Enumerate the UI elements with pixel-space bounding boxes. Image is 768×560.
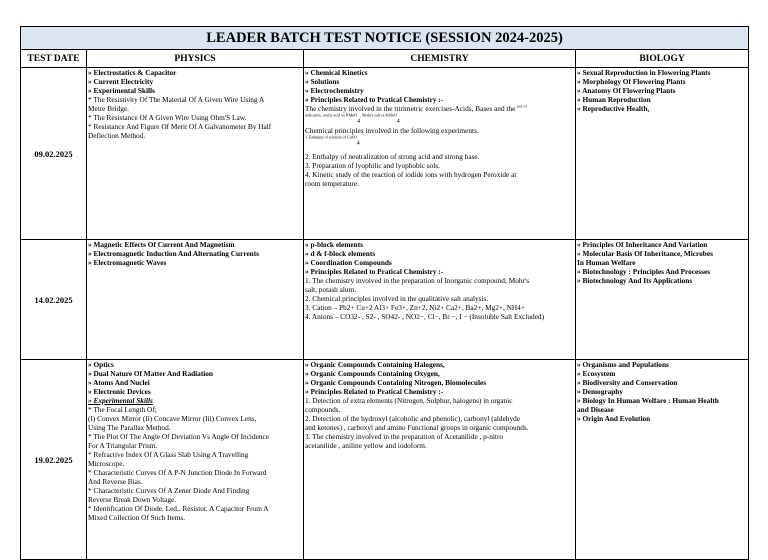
experiment xyxy=(305,135,574,148)
topic: » Electromagnetic Waves xyxy=(88,258,167,267)
topic: » Molecular Basis Of Inheritance, Microbes xyxy=(577,249,713,258)
topic: » Electrochemistry xyxy=(305,86,364,95)
topic: » Principles Related to Pratical Chemistry :- xyxy=(305,267,444,276)
physics-syllabus xyxy=(87,68,304,240)
experiment: Deflection Method. xyxy=(88,131,146,140)
topic: » p-block elements xyxy=(305,240,363,249)
test-date: 19.02.2025 xyxy=(21,360,87,560)
experiment xyxy=(305,113,574,126)
topic: » Magnetic Effects Of Current And Magnetism xyxy=(88,240,235,249)
test-notice-sheet xyxy=(20,26,748,560)
experiment-small-text: , Mohr's salt vs KMnO xyxy=(360,112,397,118)
topic: » Electronic Devices xyxy=(88,387,151,396)
topic: » Dual Nature Of Matter And Radiation xyxy=(88,369,213,378)
experiment: * Characteristic Curves Of A P-N Junction Diode In Forward xyxy=(88,468,267,477)
topic: » Biotechnology : Principles And Processes xyxy=(577,267,711,276)
experiment-small-text: use of xyxy=(517,103,527,109)
chemistry-syllabus xyxy=(304,68,576,240)
experiment: * The Plot Of The Angle Of Deviation Vs Angle Of Incidence xyxy=(88,432,269,441)
experiment: * Characteristic Curves Of A Zener Diode And Finding xyxy=(88,486,250,495)
topic: » Organic Compounds Containing Nitrogen, Biomolecules xyxy=(305,378,487,387)
topic: » Atoms And Nuclei xyxy=(88,378,150,387)
experimental-skills-label: » Experimental Skills xyxy=(88,396,153,405)
topic: » Optics xyxy=(88,360,114,369)
physics-syllabus xyxy=(87,240,304,360)
topic: » Experimental Skills xyxy=(88,86,155,95)
subscript: 4 xyxy=(356,140,360,147)
header-chemistry: CHEMISTRY xyxy=(304,50,576,68)
experiment: Reverse Break Down Voltage. xyxy=(88,495,177,504)
experiment: 1. The chemistry involved in the preparation of Inorganic compound; Mohr's xyxy=(305,276,530,285)
experiment: Metre Bridge. xyxy=(88,104,129,113)
experiment: salt, potash alum. xyxy=(305,285,357,294)
experiment: 3. Cation – Pb2+ Cu+2 Al3+ Fe3+, Zn+2, Ni2+ Ca2+, Ba2+, Mg2+, NH4+ xyxy=(305,303,525,312)
topic: » Reproductive Health, xyxy=(577,104,650,113)
topic: » Human Reproduction xyxy=(577,95,651,104)
topic: » Coordination Compounds xyxy=(305,258,392,267)
header-test-date: TEST DATE xyxy=(21,50,87,68)
topic: » Biology In Human Welfare : Human Health xyxy=(577,396,719,405)
header-row xyxy=(21,50,749,68)
topic: » Electromagnetic Induction And Alternating Currents xyxy=(88,249,260,258)
chemistry-syllabus xyxy=(304,240,576,360)
topic: » Ecosystem xyxy=(577,369,616,378)
topic: » Chemical Kinetics xyxy=(305,68,368,77)
topic: » Biodiversity and Conservation xyxy=(577,378,678,387)
experiment: 2. Enthalpy of neutralization of strong acid and strong base. xyxy=(305,151,480,161)
test-schedule-table xyxy=(20,26,749,560)
topic: » Anatomy Of Flowering Plants xyxy=(577,86,676,95)
experiment: For A Triangular Prism. xyxy=(88,441,158,450)
topic: » Organisms and Populations xyxy=(577,360,669,369)
experiment: 2. Chemical principles involved in the qualitative salt analysis. xyxy=(305,294,489,303)
experiment: 3. The chemistry involved in the preparation of Acetanilide , p-nitro xyxy=(305,432,504,441)
experiment: And Reverse Bias. xyxy=(88,477,143,486)
experiment: Chemical principles involved in the following experiments. xyxy=(305,126,479,136)
topic: » Demography xyxy=(577,387,624,396)
experiment: * The Focal Length Of; xyxy=(88,405,157,414)
topic: and Disease xyxy=(577,405,614,414)
notice-title: LEADER BATCH TEST NOTICE (SESSION 2024-2025) xyxy=(21,27,749,50)
experiment: * Refractive Index Of A Glass Slab Using A Travelling xyxy=(88,450,249,459)
topic: » Solutions xyxy=(305,77,340,86)
experiment: * Resistance And Figure Of Merit Of A Galvanometer By Half xyxy=(88,122,272,131)
topic: » Biotechnology And Its Applications xyxy=(577,276,693,285)
experiment: * The Resistance Of A Given Wire Using Ohm'S Law. xyxy=(88,113,247,122)
topic: » Principles Related to Pratical Chemistry :- xyxy=(305,387,444,396)
table-row xyxy=(21,68,749,240)
biology-syllabus xyxy=(576,68,749,240)
topic: » Current Electricity xyxy=(88,77,154,86)
test-date: 09.02.2025 xyxy=(21,68,87,240)
experiment: 4. Kinetic study of the reaction of iodide ions with hydrogen Peroxide at xyxy=(305,169,517,179)
header-biology: BIOLOGY xyxy=(576,50,749,68)
header-physics: PHYSICS xyxy=(87,50,304,68)
table-row xyxy=(21,360,749,560)
experiment-small-text: indicators, oxalic acid vs KMnO xyxy=(305,112,358,118)
topic: » Organic Compounds Containing Oxygen, xyxy=(305,369,440,378)
experiment: Mixed Collection Of Such Items. xyxy=(88,513,186,522)
experiment: Microscope. xyxy=(88,459,125,468)
chemistry-syllabus xyxy=(304,360,576,560)
experiment: 2. Detection of the hydroxyl (alcoholic and phenolic), carbonyl (aldehyde xyxy=(305,414,520,423)
experiment: 1. Detection of extra elements (Nitrogen, Sulphur, halogens) in organic xyxy=(305,396,513,405)
topic: In Human Welfare xyxy=(577,258,636,267)
topic: » Morphology Of Flowering Plants xyxy=(577,77,686,86)
experiment: compounds. xyxy=(305,405,341,414)
topic: » Principles Of Inheritance And Variation xyxy=(577,240,708,249)
test-date: 14.02.2025 xyxy=(21,240,87,360)
experiment: Using The Parallax Method. xyxy=(88,423,171,432)
biology-syllabus xyxy=(576,360,749,560)
topic: » d & f-block elements xyxy=(305,249,376,258)
biology-syllabus xyxy=(576,240,749,360)
experiment-small-text: 1. Enthalpy of solution of CuSO xyxy=(305,135,357,141)
experiment: and ketones) , carboxyl and amino Functional groups in organic compounds. xyxy=(305,423,529,432)
topic: » Principles Related to Pratical Chemistry :- xyxy=(305,95,444,104)
topic: » Origin And Evolution xyxy=(577,414,651,423)
experiment: * Identification Of Diode. Led,. Resistor. A Capacitor From A xyxy=(88,504,269,513)
experiment: acetanilide , aniline yellow and iodoform. xyxy=(305,441,427,450)
topic: » Electrostatics & Capacitor xyxy=(88,68,177,77)
experiment: (I) Convex Mirror (Ii) Concave Mirror (Iii) Convex Lens, xyxy=(88,414,257,423)
topic: » Organic Compounds Containing Halogens, xyxy=(305,360,445,369)
subscript: 4 xyxy=(357,118,361,125)
topic: » Sexual Reproduction in Flowering Plants xyxy=(577,68,711,77)
experiment: 4. Anions – CO32- , S2- , SO42- , NO2−, Cl−, Br −, I − (Insoluble Salt Excluded) xyxy=(305,312,545,321)
experiment-text: The chemistry involved in the titrimetric exercises-Acids, Bases and the xyxy=(305,104,516,113)
experiment: room temperature. xyxy=(305,178,359,188)
physics-syllabus xyxy=(87,360,304,560)
subscript: 4 xyxy=(396,118,400,125)
table-row xyxy=(21,240,749,360)
experiment: 3. Preparation of lyophilic and lyophobic sols. xyxy=(305,160,440,170)
experiment: * The Resistivity Of The Material Of A Given Wire Using A xyxy=(88,95,265,104)
